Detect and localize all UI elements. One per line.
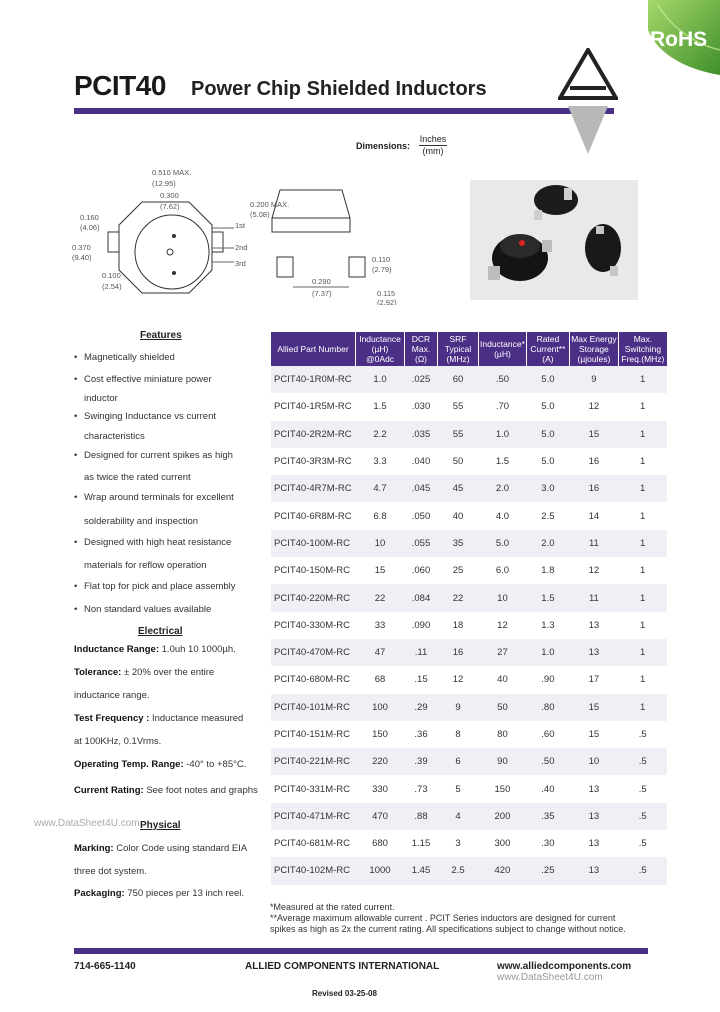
table-cell: 420 (479, 857, 527, 884)
table-row (271, 612, 667, 639)
test-frequency-cont: at 100KHz, 0.1Vrms. (74, 736, 162, 747)
table-cell: 5.0 (526, 393, 569, 420)
table-row (271, 803, 667, 830)
table-cell: .80 (526, 694, 569, 721)
label-2nd: 2nd (235, 243, 248, 252)
table-row (271, 530, 667, 557)
dimension-drawing (72, 170, 402, 310)
feature-6-cont: materials for reflow operation (84, 560, 207, 571)
feature-8: • Non standard values available (74, 604, 212, 615)
table-row (271, 584, 667, 611)
table-cell: 6.8 (356, 502, 405, 529)
table-cell: .35 (526, 803, 569, 830)
feature-4: • Designed for current spikes as high (74, 450, 233, 461)
feature-4-cont: as twice the rated current (84, 472, 191, 483)
table-cell: 1 (618, 612, 667, 639)
table-cell: 2.0 (526, 530, 569, 557)
table-cell: 5.0 (479, 530, 527, 557)
table-cell: 68 (356, 666, 405, 693)
dim-d1: 0.510 MAX. (152, 170, 192, 177)
col-inductance: Inductance* (µH) (479, 332, 527, 366)
feature-3-cont: characteristics (84, 431, 145, 442)
product-title: Power Chip Shielded Inductors (191, 78, 487, 100)
table-cell: 13 (569, 775, 618, 802)
dim-d8mm: (7.37) (312, 289, 332, 298)
table-cell: .29 (405, 694, 438, 721)
dim-d2mm: (7.62) (160, 202, 180, 211)
table-cell: 1.8 (526, 557, 569, 584)
dim-d9: 0.115 (377, 289, 396, 298)
units-mm: (mm) (422, 146, 444, 156)
table-cell: 1.0 (479, 421, 527, 448)
table-cell: 2.5 (526, 502, 569, 529)
table-cell: .36 (405, 721, 438, 748)
spec-table (271, 332, 667, 885)
col-dcr: DCR Max. (Ω) (405, 332, 438, 366)
table-cell: 100 (356, 694, 405, 721)
dim-d5mm: (2.54) (102, 282, 122, 291)
table-cell: 15 (356, 557, 405, 584)
table-cell: 50 (438, 448, 479, 475)
dim-d3mm: (4.06) (80, 223, 100, 232)
table-cell: 22 (438, 584, 479, 611)
table-cell: .70 (479, 393, 527, 420)
table-cell: PCIT40-101M-RC (271, 694, 356, 721)
table-cell: 13 (569, 803, 618, 830)
table-cell: 6.0 (479, 557, 527, 584)
table-cell: 10 (356, 530, 405, 557)
table-cell: 1 (618, 448, 667, 475)
packaging: Packaging: 750 pieces per 13 inch reel. (74, 888, 245, 899)
col-energy-storage: Max Energy Storage (µjoules) (571, 334, 617, 364)
feature-6: • Designed with high heat resistance (74, 537, 232, 548)
table-cell: 5.0 (526, 421, 569, 448)
table-cell: .50 (479, 366, 527, 393)
table-cell: PCIT40-331M-RC (271, 775, 356, 802)
inductance-range: Inductance Range: 1.0uh 10 1000µh. (74, 644, 236, 655)
table-cell: 35 (438, 530, 479, 557)
dimensions-label: Dimensions: (356, 141, 411, 151)
table-cell: 1 (618, 557, 667, 584)
table-cell: 15 (569, 694, 618, 721)
table-cell: 10 (479, 584, 527, 611)
dim-d5: 0.100 (102, 271, 121, 280)
feature-5: • Wrap around terminals for excellent (74, 492, 234, 503)
table-cell: 40 (479, 666, 527, 693)
table-cell: PCIT40-220M-RC (271, 584, 356, 611)
table-cell: .045 (405, 475, 438, 502)
table-cell: 11 (569, 530, 618, 557)
dim-d2: 0.300 (160, 191, 179, 200)
table-cell: 1 (618, 475, 667, 502)
table-cell: .050 (405, 502, 438, 529)
table-cell: 2.2 (356, 421, 405, 448)
phone-number: 714-665-1140 (74, 961, 136, 972)
feature-2: • Cost effective miniature power (74, 374, 212, 385)
table-cell: PCIT40-1R5M-RC (271, 393, 356, 420)
table-cell: PCIT40-680M-RC (271, 666, 356, 693)
table-cell: 1 (618, 366, 667, 393)
table-header-row (271, 332, 667, 366)
table-cell: .035 (405, 421, 438, 448)
table-cell: .040 (405, 448, 438, 475)
table-cell: PCIT40-681M-RC (271, 830, 356, 857)
table-cell: .5 (618, 721, 667, 748)
table-row (271, 502, 667, 529)
table-row (271, 366, 667, 393)
rohs-text: RoHS (650, 28, 708, 51)
table-cell: 2.0 (479, 475, 527, 502)
table-cell: 1.0 (526, 639, 569, 666)
table-cell: PCIT40-151M-RC (271, 721, 356, 748)
table-cell: 4.7 (356, 475, 405, 502)
table-cell: PCIT40-330M-RC (271, 612, 356, 639)
table-row (271, 666, 667, 693)
table-row (271, 557, 667, 584)
table-cell: .90 (526, 666, 569, 693)
table-cell: 1.5 (526, 584, 569, 611)
table-cell: PCIT40-3R3M-RC (271, 448, 356, 475)
table-cell: 4 (438, 803, 479, 830)
table-cell: PCIT40-2R2M-RC (271, 421, 356, 448)
table-cell: 10 (569, 748, 618, 775)
table-cell: 40 (438, 502, 479, 529)
label-3rd: 3rd (235, 259, 246, 268)
table-cell: .60 (526, 721, 569, 748)
table-cell: 5.0 (526, 448, 569, 475)
table-cell: 16 (569, 475, 618, 502)
marking-cont: three dot system. (74, 866, 147, 877)
electrical-heading: Electrical (138, 626, 183, 637)
table-row (271, 475, 667, 502)
table-cell: 330 (356, 775, 405, 802)
operating-temp: Operating Temp. Range: -40° to +85°C. (74, 759, 247, 770)
table-cell: 1.15 (405, 830, 438, 857)
table-cell: 9 (569, 366, 618, 393)
note-2: **Average maximum allowable current . PCIT Series inductors are designed for current (270, 913, 616, 923)
table-cell: 3.3 (356, 448, 405, 475)
table-cell: .88 (405, 803, 438, 830)
table-cell: 470 (356, 803, 405, 830)
tolerance: Tolerance: ± 20% over the entire (74, 667, 215, 678)
dim-d7mm: (2.79) (372, 265, 392, 274)
table-cell: 2.5 (438, 857, 479, 884)
dim-d4: 0.370 (72, 243, 91, 252)
table-cell: 60 (438, 366, 479, 393)
marking: Marking: Color Code using standard EIA (74, 843, 248, 854)
table-cell: 680 (356, 830, 405, 857)
footer-divider (74, 948, 648, 954)
table-cell: 90 (479, 748, 527, 775)
dim-d6: 0.200 MAX. (250, 200, 290, 209)
col-inductance-0adc: Inductance (µH) @0Adc (356, 332, 405, 366)
table-cell: 13 (569, 857, 618, 884)
col-srf: SRF Typical (MHz) (438, 332, 479, 366)
table-cell: 13 (569, 830, 618, 857)
product-photo (470, 180, 638, 300)
table-cell: 22 (356, 584, 405, 611)
table-cell: PCIT40-6R8M-RC (271, 502, 356, 529)
table-cell: .25 (526, 857, 569, 884)
table-cell: .5 (618, 748, 667, 775)
header-divider (74, 108, 614, 114)
table-cell: .030 (405, 393, 438, 420)
table-row (271, 721, 667, 748)
table-cell: .055 (405, 530, 438, 557)
table-cell: .090 (405, 612, 438, 639)
table-cell: 1 (618, 421, 667, 448)
table-cell: 16 (569, 448, 618, 475)
table-cell: 18 (438, 612, 479, 639)
features-heading: Features (140, 330, 182, 341)
table-cell: .060 (405, 557, 438, 584)
table-cell: 1.5 (356, 393, 405, 420)
table-cell: .40 (526, 775, 569, 802)
tolerance-cont: inductance range. (74, 690, 150, 701)
table-cell: PCIT40-470M-RC (271, 639, 356, 666)
feature-7: • Flat top for pick and place assembly (74, 581, 236, 592)
table-row (271, 857, 667, 884)
table-cell: PCIT40-471M-RC (271, 803, 356, 830)
feature-5-cont: solderability and inspection (84, 516, 199, 527)
table-cell: 1 (618, 666, 667, 693)
table-cell: 1 (618, 502, 667, 529)
company-name: ALLIED COMPONENTS INTERNATIONAL (245, 961, 440, 972)
table-cell: .084 (405, 584, 438, 611)
table-cell: PCIT40-100M-RC (271, 530, 356, 557)
dim-d9mm: (2.92) (377, 298, 397, 305)
feature-1: • Magnetically shielded (74, 352, 175, 363)
table-cell: 55 (438, 393, 479, 420)
table-row (271, 830, 667, 857)
table-cell: 1.5 (479, 448, 527, 475)
table-row (271, 694, 667, 721)
table-cell: .39 (405, 748, 438, 775)
table-cell: 1 (618, 694, 667, 721)
table-row (271, 393, 667, 420)
watermark-left: www.DataSheet4U.com (34, 818, 140, 829)
table-cell: 3 (438, 830, 479, 857)
table-cell: 3.0 (526, 475, 569, 502)
table-cell: PCIT40-102M-RC (271, 857, 356, 884)
table-cell: 17 (569, 666, 618, 693)
table-cell: 27 (479, 639, 527, 666)
table-cell: .5 (618, 857, 667, 884)
table-cell: PCIT40-1R0M-RC (271, 366, 356, 393)
physical-heading: Physical (140, 820, 181, 831)
current-rating: Current Rating: See foot notes and graphs (74, 785, 258, 796)
dim-d1mm: (12.95) (152, 179, 176, 188)
table-cell: 50 (479, 694, 527, 721)
table-row (271, 421, 667, 448)
col-switching-freq: Max. Switching Freq.(MHz) (618, 332, 667, 366)
table-cell: 9 (438, 694, 479, 721)
col-part-number: Allied Part Number (271, 332, 356, 366)
table-cell: 12 (479, 612, 527, 639)
table-cell: .15 (405, 666, 438, 693)
product-code: PCIT40 (74, 70, 166, 101)
table-cell: PCIT40-4R7M-RC (271, 475, 356, 502)
table-cell: 13 (569, 639, 618, 666)
test-frequency: Test Frequency : Inductance measured (74, 713, 244, 724)
table-notes (270, 902, 650, 935)
note-1: *Measured at the rated current. (270, 902, 395, 912)
col-rated-current: Rated Current** (A) (526, 332, 569, 366)
dim-d8: 0.290 (312, 277, 331, 286)
table-cell: .50 (526, 748, 569, 775)
table-cell: 33 (356, 612, 405, 639)
units-inches: Inches (419, 134, 447, 144)
revision-date: Revised 03-25-08 (312, 989, 377, 998)
table-cell: 1000 (356, 857, 405, 884)
table-cell: 1 (618, 639, 667, 666)
table-cell: 5.0 (526, 366, 569, 393)
table-cell: 1 (618, 530, 667, 557)
feature-2-cont: inductor (84, 393, 118, 404)
table-cell: .11 (405, 639, 438, 666)
table-cell: 200 (479, 803, 527, 830)
table-cell: 16 (438, 639, 479, 666)
table-cell: 80 (479, 721, 527, 748)
table-cell: 220 (356, 748, 405, 775)
label-1st: 1st (235, 221, 246, 230)
table-row (271, 748, 667, 775)
table-cell: 5 (438, 775, 479, 802)
table-cell: 6 (438, 748, 479, 775)
rohs-badge (628, 0, 720, 75)
table-cell: 1.45 (405, 857, 438, 884)
table-cell: 45 (438, 475, 479, 502)
allied-logo (558, 48, 618, 161)
table-cell: 150 (356, 721, 405, 748)
table-cell: 12 (569, 557, 618, 584)
table-cell: 300 (479, 830, 527, 857)
table-cell: 12 (438, 666, 479, 693)
website-link[interactable]: www.alliedcomponents.com www.DataSheet4U.com (497, 961, 632, 983)
table-cell: 12 (569, 393, 618, 420)
table-row (271, 639, 667, 666)
dim-d6mm: (5.08) (250, 210, 270, 219)
table-cell: PCIT40-150M-RC (271, 557, 356, 584)
table-cell: .025 (405, 366, 438, 393)
table-cell: PCIT40-221M-RC (271, 748, 356, 775)
table-row (271, 448, 667, 475)
dimensions-units (419, 134, 447, 156)
table-cell: 11 (569, 584, 618, 611)
table-cell: 25 (438, 557, 479, 584)
table-cell: 1 (618, 584, 667, 611)
table-cell: 55 (438, 421, 479, 448)
table-cell: 15 (569, 421, 618, 448)
dim-d3: 0.160 (80, 213, 99, 222)
table-cell: 14 (569, 502, 618, 529)
table-row (271, 775, 667, 802)
table-cell: .30 (526, 830, 569, 857)
table-cell: 13 (569, 612, 618, 639)
dim-d7: 0.110 (372, 255, 391, 264)
table-cell: .5 (618, 803, 667, 830)
table-cell: 47 (356, 639, 405, 666)
dim-d4mm: (9.40) (72, 253, 92, 262)
watermark-right: www.DataSheet4U.com (497, 972, 603, 983)
table-cell: 8 (438, 721, 479, 748)
table-cell: .73 (405, 775, 438, 802)
table-cell: 1.0 (356, 366, 405, 393)
table-cell: 4.0 (479, 502, 527, 529)
table-cell: 15 (569, 721, 618, 748)
table-cell: 1 (618, 393, 667, 420)
feature-3: • Swinging Inductance vs current (74, 411, 217, 422)
note-3: spikes as high as 2x the current rating. All specifications subject to change without notice. (270, 924, 626, 934)
table-cell: .5 (618, 830, 667, 857)
table-cell: .5 (618, 775, 667, 802)
table-cell: 1.3 (526, 612, 569, 639)
table-cell: 150 (479, 775, 527, 802)
